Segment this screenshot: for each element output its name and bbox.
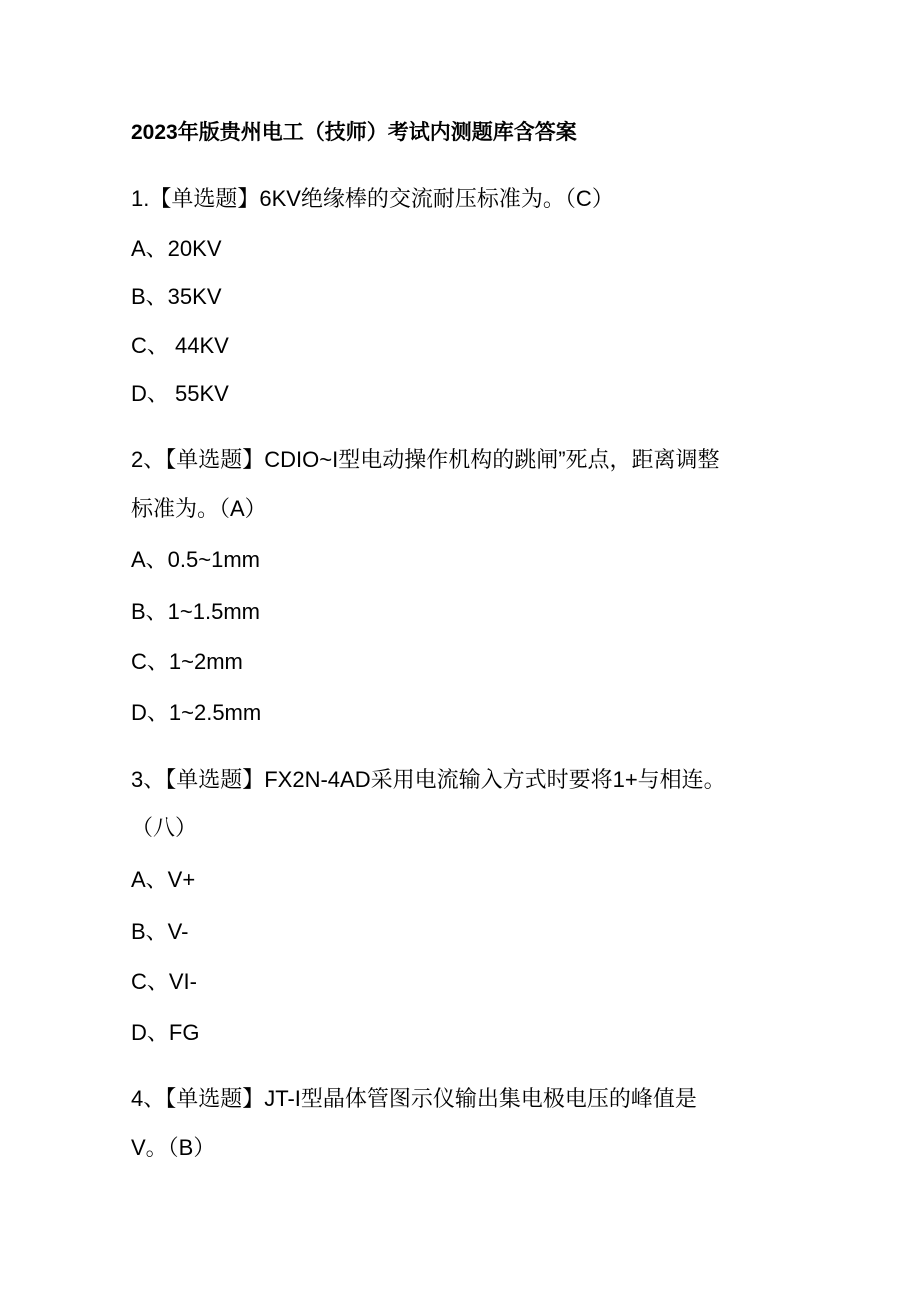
question-3-option-b: B、V- (131, 919, 189, 944)
question-2-option-a: A、0.5~1mm (131, 547, 260, 572)
question-1-option-c: C、 44KV (131, 333, 229, 358)
question-4-stem-line-2: V。（B） (131, 1135, 216, 1160)
question-2-option-b: B、1~1.5mm (131, 599, 260, 624)
question-2-stem-line-2: 标准为。（A） (131, 496, 267, 521)
question-3-stem-line-1: 3、【单选题】FX2N-4AD采用电流输入方式时要将1+与相连。 (131, 767, 726, 792)
question-3-option-c: C、VI- (131, 969, 198, 994)
question-1-option-b: B、35KV (131, 284, 222, 309)
question-1-stem: 1.【单选题】6KV绝缘棒的交流耐压标准为。（C） (131, 186, 614, 211)
question-1-option-d: D、 55KV (131, 381, 229, 406)
question-4-stem-line-1: 4、【单选题】JT-I型晶体管图示仪输出集电极电压的峰值是 (131, 1086, 697, 1111)
question-2-stem-line-1: 2、【单选题】CDIO~I型电动操作机构的跳闸”死点，距离调整 (131, 447, 720, 472)
question-1-option-a: A、20KV (131, 236, 222, 261)
question-2-option-d: D、1~2.5mm (131, 700, 262, 725)
question-3-option-d: D、FG (131, 1020, 200, 1045)
question-2-option-c: C、1~2mm (131, 649, 243, 674)
question-3-stem-line-2: （八） (131, 815, 198, 840)
document-title: 2023年版贵州电工（技师）考试内测题库含答案 (131, 121, 577, 144)
question-3-option-a: A、V+ (131, 867, 196, 892)
